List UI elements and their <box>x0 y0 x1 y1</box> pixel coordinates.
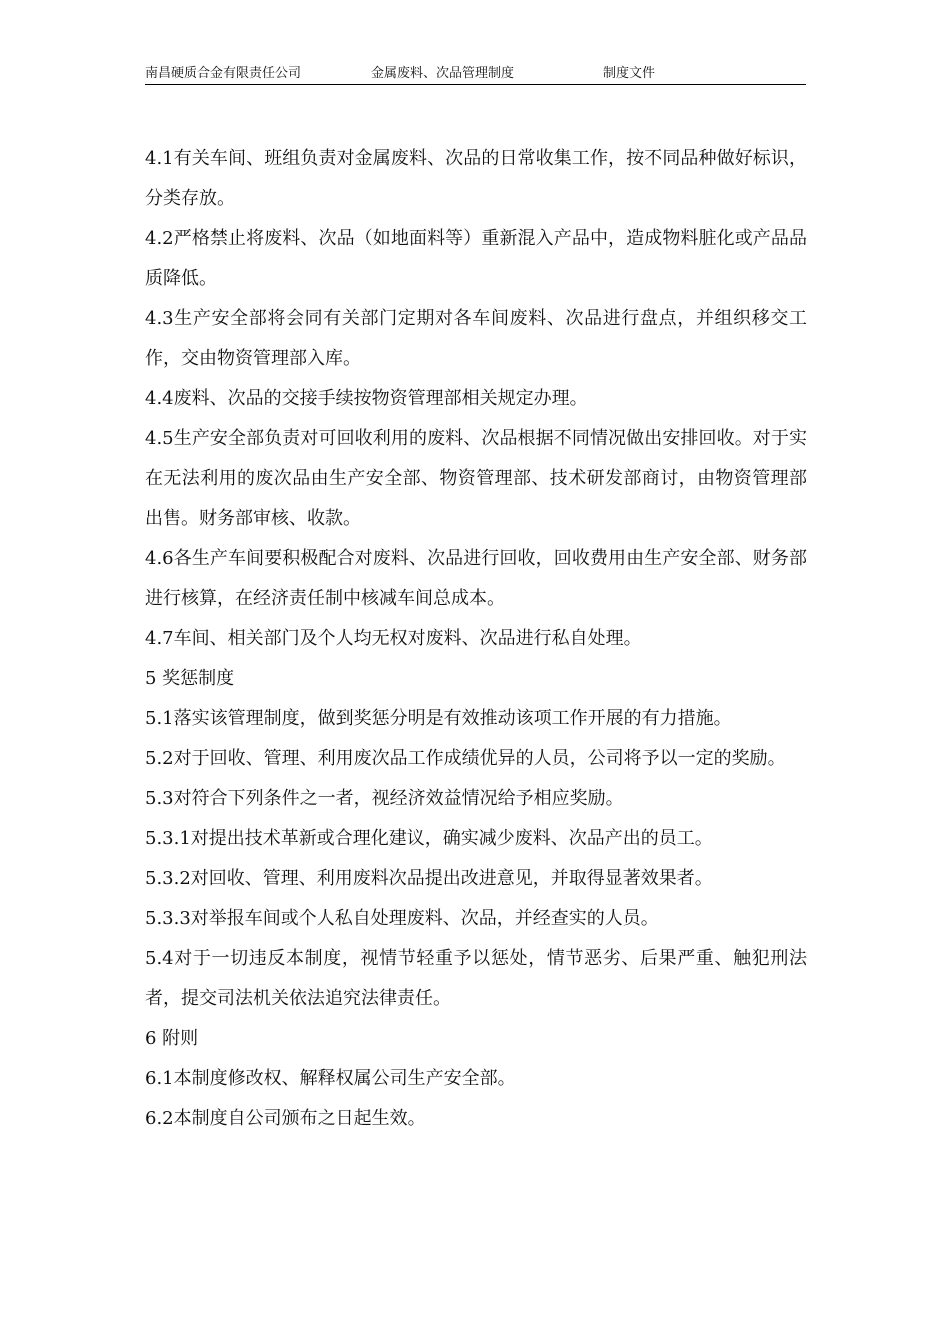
page-header <box>145 64 806 85</box>
section-heading-6: 6 附则 <box>145 1028 199 1049</box>
clause-4-6: 4.6各生产车间要积极配合对废料、次品进行回收，回收费用由生产安全部、财务部进行核算，在经济责任制中核减车间总成本。 <box>145 548 807 609</box>
clause-4-4: 4.4废料、次品的交接手续按物资管理部相关规定办理。 <box>145 388 588 409</box>
clause-5-2: 5.2对于回收、管理、利用废次品工作成绩优异的人员，公司将予以一定的奖励。 <box>145 748 786 769</box>
clause-5-1: 5.1落实该管理制度，做到奖惩分明是有效推动该项工作开展的有力措施。 <box>145 708 732 729</box>
document-body <box>145 139 807 1139</box>
clause-6-1: 6.1本制度修改权、解释权属公司生产安全部。 <box>145 1068 516 1089</box>
clause-5-3-3: 5.3.3对举报车间或个人私自处理废料、次品，并经查实的人员。 <box>145 908 659 929</box>
section-heading-5: 5 奖惩制度 <box>145 668 235 689</box>
clause-4-3: 4.3生产安全部将会同有关部门定期对各车间废料、次品进行盘点，并组织移交工作，交由物资管理部入库。 <box>145 308 807 369</box>
clause-6-2: 6.2本制度自公司颁布之日起生效。 <box>145 1108 426 1129</box>
header-document-title: 金属废料、次品管理制度 <box>371 66 515 81</box>
clause-4-2: 4.2严格禁止将废料、次品（如地面料等）重新混入产品中，造成物料脏化或产品品质降低。 <box>145 228 807 289</box>
clause-5-4: 5.4对于一切违反本制度，视情节轻重予以惩处，情节恶劣、后果严重、触犯刑法者，提交司法机关依法追究法律责任。 <box>145 948 807 1009</box>
clause-5-3-2: 5.3.2对回收、管理、利用废料次品提出改进意见，并取得显著效果者。 <box>145 868 713 889</box>
clause-4-5: 4.5生产安全部负责对可回收利用的废料、次品根据不同情况做出安排回收。对于实在无法利用的废次品由生产安全部、物资管理部、技术研发部商讨，由物资管理部出售。财务部审核、收款。 <box>145 428 807 529</box>
header-company-name: 南昌硬质合金有限责任公司 <box>145 66 302 81</box>
header-document-type: 制度文件 <box>603 66 656 81</box>
clause-5-3-1: 5.3.1对提出技术革新或合理化建议，确实减少废料、次品产出的员工。 <box>145 828 713 849</box>
clause-4-7: 4.7车间、相关部门及个人均无权对废料、次品进行私自处理。 <box>145 628 642 649</box>
clause-5-3: 5.3对符合下列条件之一者，视经济效益情况给予相应奖励。 <box>145 788 624 809</box>
clause-4-1: 4.1有关车间、班组负责对金属废料、次品的日常收集工作，按不同品种做好标识，分类存放。 <box>145 148 807 209</box>
